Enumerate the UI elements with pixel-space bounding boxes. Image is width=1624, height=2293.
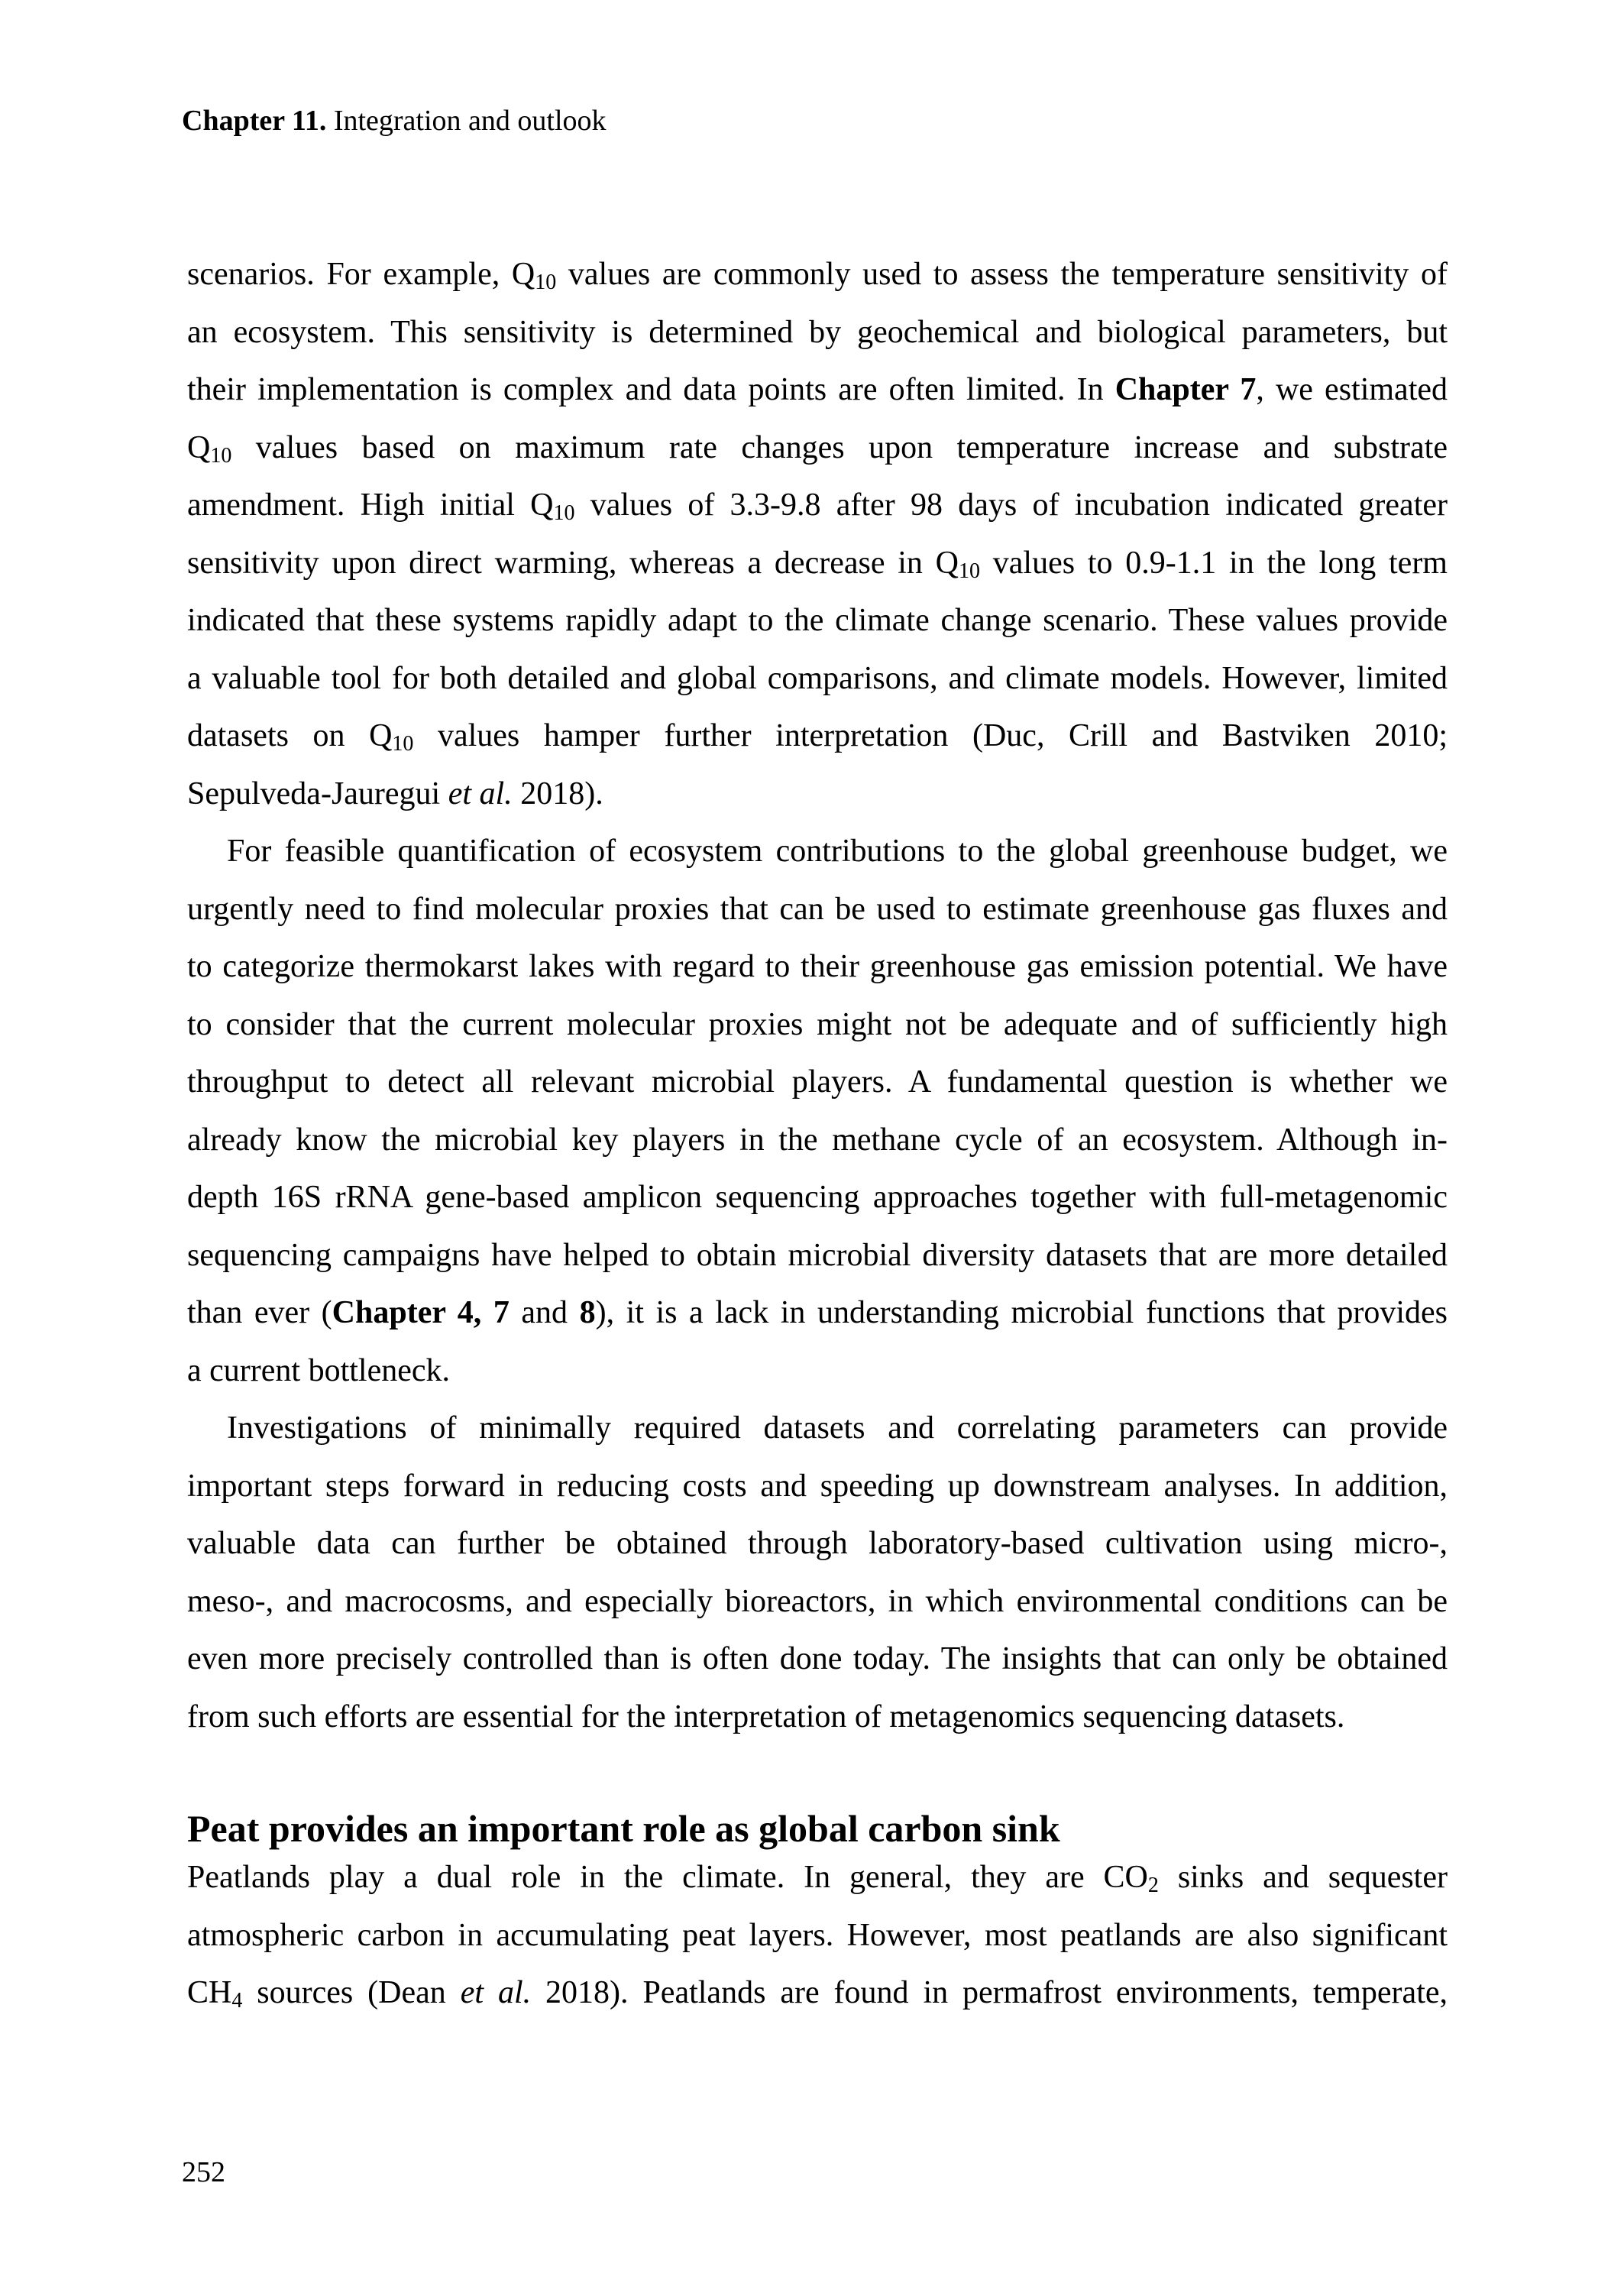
text-line: Investigations of minimally required datasets and correlating parameters can provide <box>227 1410 1448 1446</box>
text-line: atmospheric carbon in accumulating peat layers. However, most peatlands are also significant <box>187 1917 1448 1953</box>
italic-text: et al. <box>448 776 513 811</box>
subscript: 10 <box>959 559 981 583</box>
body-text <box>187 246 1448 1746</box>
text-line: even more precisely controlled than is often done today. The insights that can only be obtained <box>187 1641 1448 1676</box>
running-head <box>182 101 607 141</box>
text-line: an ecosystem. This sensitivity is determined by geochemical and biological parameters, but <box>187 314 1448 350</box>
text-line: valuable data can further be obtained through laboratory-based cultivation using micro-, <box>187 1526 1448 1561</box>
bold-reference: Chapter 7 <box>1114 372 1257 407</box>
subscript: 10 <box>210 443 232 468</box>
subscript: 10 <box>553 501 575 525</box>
section-body-text <box>187 1849 1448 2023</box>
text-line: meso-, and macrocosms, and especially bioreactors, in which environmental conditions can be <box>187 1583 1448 1619</box>
text-line: scenarios. For example, $Q_{10}$ values are commonly used to assess the temperature sensitivity of <box>187 257 1448 294</box>
paragraph <box>187 1400 1448 1746</box>
subscript: 10 <box>392 732 414 756</box>
subscript: 2 <box>1147 1874 1159 1897</box>
text-line: to categorize thermokarst lakes with regard to their greenhouse gas emission potential. We have <box>187 949 1448 984</box>
text-line: datasets on $Q_{10}$ values hamper further interpretation (Duc, Crill and Bastviken 2010; <box>187 718 1448 756</box>
paragraph <box>187 823 1448 1400</box>
paragraph <box>187 1849 1448 2023</box>
text-line: $CH_4$ sources (Dean et al. 2018). Peatlands are found in permafrost environments, temperate, <box>187 1975 1448 2013</box>
subscript: 10 <box>535 270 557 294</box>
text-line: already know the microbial key players in the methane cycle of an ecosystem. Although in- <box>187 1122 1448 1158</box>
text-line: indicated that these systems rapidly adapt to the climate change scenario. These values provide <box>187 603 1448 638</box>
text-line: sensitivity upon direct warming, whereas a decrease in $Q_{10}$ values to 0.9-1.1 in the long term <box>187 545 1448 583</box>
text-line: throughput to detect all relevant microbial players. A fundamental question is whether we <box>187 1064 1448 1100</box>
text-line: a valuable tool for both detailed and global comparisons, and climate models. However, limited <box>187 660 1448 696</box>
text-line: to consider that the current molecular proxies might not be adequate and of sufficiently high <box>187 1006 1448 1042</box>
bold-reference: Chapter 4, 7 <box>332 1295 510 1330</box>
text-line: For feasible quantification of ecosystem contributions to the global greenhouse budget, we <box>227 834 1448 869</box>
text-line: than ever (Chapter 4, 7 and 8), it is a lack in understanding microbial functions that provides <box>187 1295 1448 1330</box>
subscript: 4 <box>231 1989 243 2013</box>
paragraph <box>187 246 1448 823</box>
italic-text: et al. <box>460 1975 532 2010</box>
text-line: a current bottleneck. <box>187 1352 450 1388</box>
page-number: 252 <box>182 2156 225 2188</box>
text-line: urgently need to find molecular proxies that can be used to estimate greenhouse gas fluxes and <box>187 891 1448 927</box>
text-line: amendment. High initial $Q_{10}$ values of 3.3-9.8 after 98 days of incubation indicated greater <box>187 487 1448 525</box>
text-line: Peatlands play a dual role in the climate. In general, they are $CO_2$ sinks and sequester <box>187 1860 1448 1897</box>
text-line: Sepulveda-Jauregui et al. 2018). <box>187 776 603 811</box>
bold-reference: 8 <box>579 1295 596 1330</box>
running-head-chapter: Chapter 11. <box>182 105 327 137</box>
text-line: important steps forward in reducing costs and speeding up downstream analyses. In addition, <box>187 1468 1448 1504</box>
section-heading: Peat provides an important role as global carbon sink <box>187 1807 1060 1850</box>
text-line: from such efforts are essential for the interpretation of metagenomics sequencing datasets. <box>187 1699 1345 1734</box>
text-line: sequencing campaigns have helped to obtain microbial diversity datasets that are more detailed <box>187 1237 1448 1273</box>
text-line: depth 16S rRNA gene-based amplicon sequencing approaches together with full-metagenomic <box>187 1180 1448 1215</box>
running-head-title: Integration and outlook <box>333 105 607 137</box>
text-line: $Q_{10}$ values based on maximum rate changes upon temperature increase and substrate <box>187 429 1448 468</box>
text-line: their implementation is complex and data points are often limited. In Chapter 7, we estimated <box>187 372 1448 407</box>
